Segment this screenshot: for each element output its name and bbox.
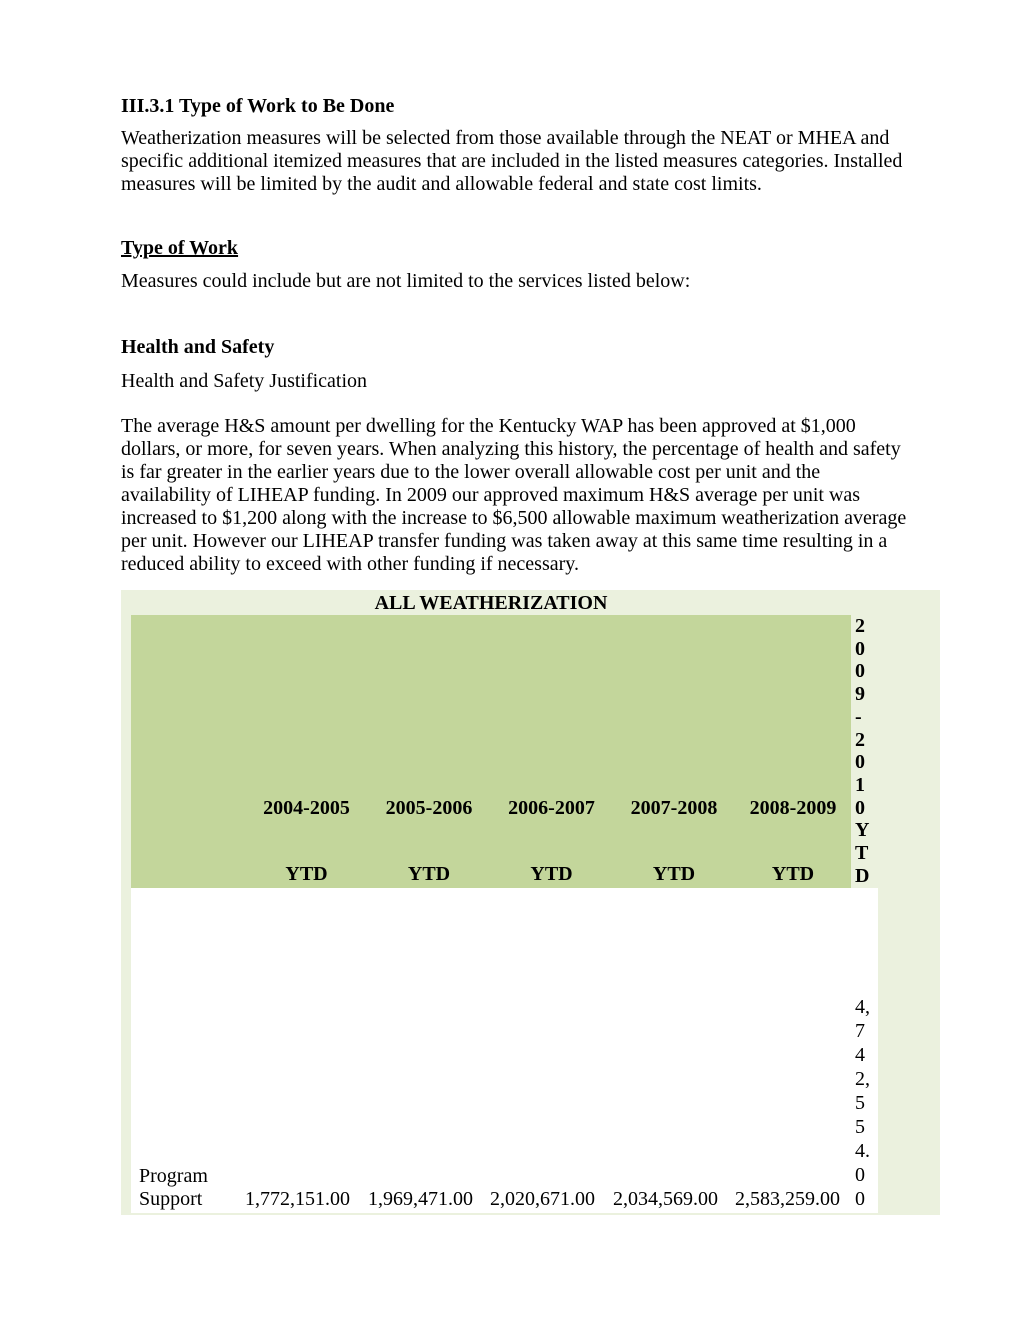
- header-cell-2006-2007: [490, 615, 613, 888]
- table-header-row: [131, 615, 878, 888]
- header-year: 2007-2008: [630, 797, 718, 819]
- value-cell-2005-2006: [368, 1188, 490, 1211]
- header-cell-2009-2010-vertical: [851, 615, 878, 888]
- type-of-work-paragraph: Measures could include but are not limited to the services listed below:: [121, 270, 691, 292]
- header-ytd: YTD: [285, 863, 328, 885]
- header-cell-2007-2008: [613, 615, 735, 888]
- health-safety-heading: Health and Safety: [121, 336, 275, 358]
- header-ytd: YTD: [771, 863, 815, 885]
- cell-value: 2,034,569.00: [613, 1188, 718, 1210]
- header-ytd: YTD: [530, 863, 573, 885]
- weatherization-table: [121, 590, 940, 1215]
- header-cell-2004-2005: [245, 615, 368, 888]
- value-cell-2006-2007: [490, 1188, 613, 1211]
- cell-value: 2,583,259.00: [735, 1188, 840, 1210]
- cell-value: 1,969,471.00: [368, 1188, 473, 1210]
- header-label-cell: [131, 615, 245, 888]
- type-of-work-heading: Type of Work: [121, 237, 239, 259]
- document-body: [121, 95, 911, 576]
- cell-value: 2,020,671.00: [490, 1188, 595, 1210]
- header-ytd: YTD: [652, 863, 696, 885]
- value-cell-2008-2009: [735, 1188, 851, 1211]
- section-heading: III.3.1 Type of Work to Be Done: [121, 95, 395, 117]
- health-safety-subheading: Health and Safety Justification: [121, 370, 368, 392]
- table-title: ALL WEATHERIZATION: [374, 592, 608, 614]
- table-data-row: [131, 888, 878, 1213]
- row-label: Program Support: [139, 1165, 208, 1210]
- cell-vertical-value: 4,742,554.00: [855, 996, 870, 1210]
- header-year: 2005-2006: [385, 797, 473, 819]
- intro-paragraph: Weatherization measures will be selected from those available through the NEAT or MHEA and specific additional itemized measures that are included in the listed measures categories. Installed measures will be limited by the audit and allowable federal and state cost limits.: [121, 127, 903, 195]
- header-year: 2004-2005: [263, 797, 350, 819]
- cell-value: 1,772,151.00: [245, 1188, 350, 1210]
- header-ytd: YTD: [407, 863, 451, 885]
- health-safety-paragraph: The average H&S amount per dwelling for the Kentucky WAP has been approved at $1,000 dollars, or more, for seven years. When analyzing this history, the percentage of health and safety is far greater in the earlier years due to the lower overall allowable cost per unit and the availability of LIHEAP funding. In 2009 our approved maximum H&S average per unit was increased to $1,200 along with the increase to $6,500 allowable maximum weatherization average per unit. However our LIHEAP transfer funding was taken away at this same time resulting in a reduced ability to exceed with other funding if necessary.: [121, 415, 907, 575]
- header-cell-2008-2009: [735, 615, 851, 888]
- header-vertical-text: 2009-2010 YTD: [855, 615, 870, 887]
- value-cell-2007-2008: [613, 1188, 735, 1211]
- value-cell-2009-2010-vertical: [851, 995, 878, 1211]
- header-year: 2006-2007: [508, 797, 595, 819]
- value-cell-2004-2005: [245, 1188, 368, 1211]
- header-year: 2008-2009: [749, 797, 837, 819]
- header-cell-2005-2006: [368, 615, 490, 888]
